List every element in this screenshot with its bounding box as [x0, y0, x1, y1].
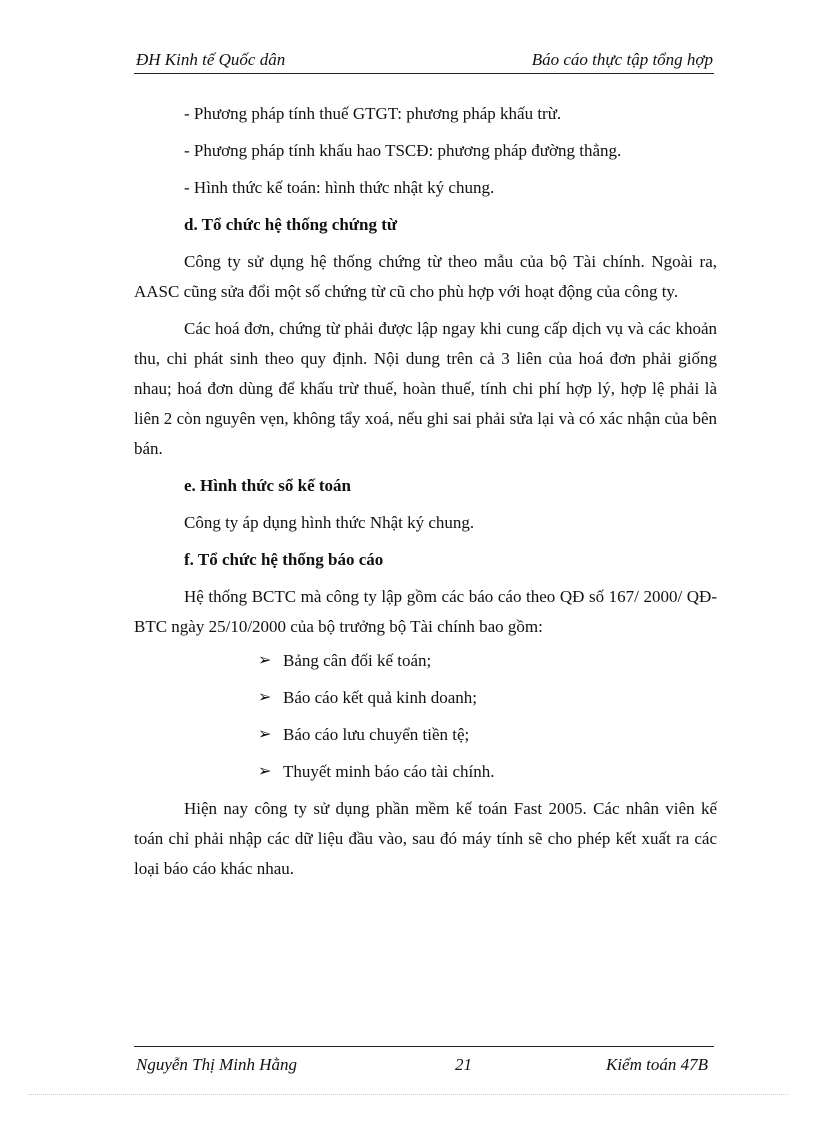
header-report-title: Báo cáo thực tập tổng hợp: [531, 50, 713, 69]
arrow-bullet-icon: ➢: [258, 652, 272, 669]
report-list: [134, 646, 717, 787]
bullet-accounting-form: - Hình thức kế toán: hình thức nhật ký chung.: [184, 178, 495, 197]
paragraph-section-d-2: Các hoá đơn, chứng từ phải được lập ngay khi cung cấp dịch vụ và các khoản thu, chi phát sinh theo quy định. Nội dung trên cả 3 liên của hoá đơn phải giống nhau; hoá đơn dùng để khấu trừ thuế, hoàn thuế, tính chi phí hợp lý, hợp lệ phải là liên 2 còn nguyên vẹn, không tẩy xoá, nếu ghi sai phải sửa lại và có xác nhận của bên bán.: [134, 319, 717, 458]
paragraph-section-f: Hệ thống BCTC mà công ty lập gồm các báo cáo theo QĐ số 167/ 2000/ QĐ-BTC ngày 25/10/2000 của bộ trưởng bộ Tài chính bao gồm:: [134, 587, 717, 636]
arrow-bullet-icon: ➢: [258, 763, 272, 780]
list-item: ➢ Bảng cân đối kế toán;: [134, 646, 717, 676]
paragraph-closing: Hiện nay công ty sử dụng phần mềm kế toán Fast 2005. Các nhân viên kế toán chỉ phải nhập các dữ liệu đầu vào, sau đó máy tính sẽ cho phép kết xuất ra các loại báo cáo khác nhau.: [134, 799, 717, 878]
footer-rule: [134, 1046, 714, 1047]
heading-section-e: e. Hình thức sổ kế toán: [184, 476, 351, 495]
list-item: ➢ Thuyết minh báo cáo tài chính.: [134, 757, 717, 787]
arrow-bullet-icon: ➢: [258, 726, 272, 743]
arrow-bullet-icon: ➢: [258, 689, 272, 706]
list-item: ➢ Báo cáo kết quả kinh doanh;: [134, 683, 717, 713]
bullet-vat-method: - Phương pháp tính thuế GTGT: phương pháp khấu trừ.: [184, 104, 562, 123]
page-bottom-divider: [28, 1094, 788, 1095]
paragraph-section-d-1: Công ty sử dụng hệ thống chứng từ theo mẫu của bộ Tài chính. Ngoài ra, AASC cũng sửa đổi một số chứng từ cũ cho phù hợp với hoạt động của công ty.: [134, 252, 717, 301]
heading-section-d: d. Tổ chức hệ thống chứng từ: [184, 215, 398, 234]
footer-author: Nguyễn Thị Minh Hằng: [136, 1055, 298, 1074]
list-item: ➢ Báo cáo lưu chuyển tiền tệ;: [134, 720, 717, 750]
heading-section-f: f. Tổ chức hệ thống báo cáo: [184, 550, 384, 569]
paragraph-section-e: Công ty áp dụng hình thức Nhật ký chung.: [184, 513, 475, 532]
bullet-depreciation-method: - Phương pháp tính khấu hao TSCĐ: phương pháp đường thẳng.: [184, 141, 622, 160]
footer-page-number: 21: [455, 1055, 472, 1074]
footer-class: Kiểm toán 47B: [606, 1055, 708, 1074]
header-rule: [134, 73, 714, 74]
header-school: ĐH Kinh tế Quốc dân: [136, 50, 286, 69]
page-body: [134, 99, 717, 884]
